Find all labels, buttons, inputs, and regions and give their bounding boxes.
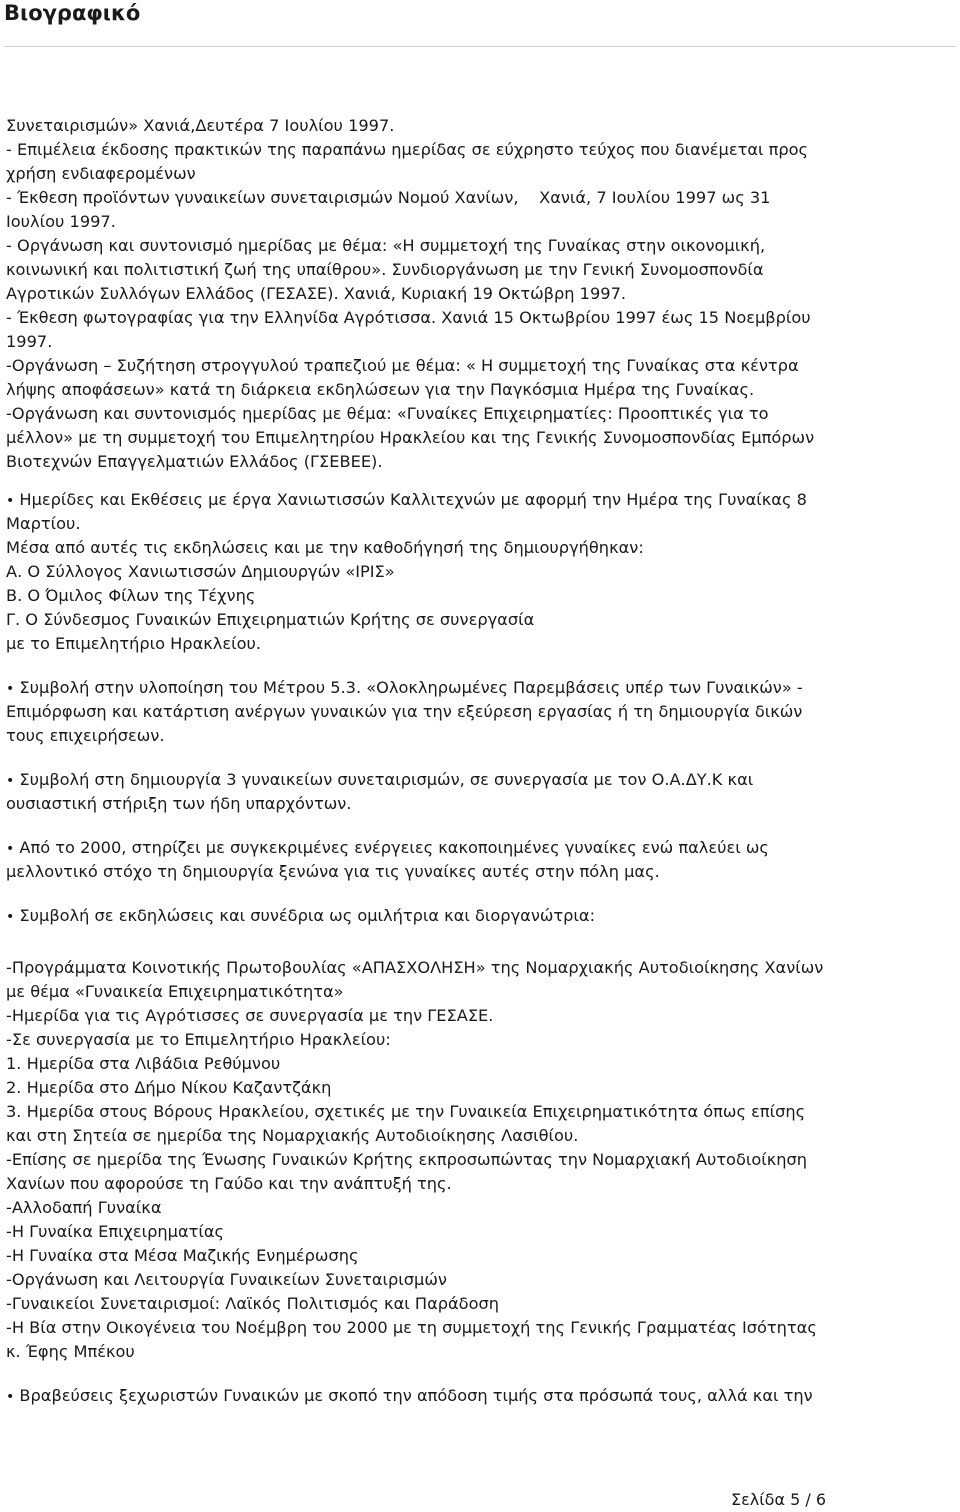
line-text: -Η Γυναίκα Επιχειρηματίας bbox=[6, 1222, 225, 1241]
line-text: -Αλλοδαπή Γυναίκα bbox=[6, 1198, 162, 1217]
line-text: και στη Σητεία σε ημερίδα της Νομαρχιακής Αυτοδιοίκησης Λασιθίου. bbox=[6, 1126, 579, 1145]
line-text: -Οργάνωση – Συζήτηση στρογγυλού τραπεζιού με θέμα: « Η συμμετοχή της Γυναίκας στα κέντρα bbox=[6, 356, 799, 375]
text-line bbox=[6, 1198, 162, 1218]
line-text: -Σε συνεργασία με το Επιμελητήριο Ηρακλείου: bbox=[6, 1030, 391, 1049]
text-line bbox=[6, 634, 261, 654]
line-text: Συμβολή στη δημιουργία 3 γυναικείων συνεταιρισμών, σε συνεργασία με τον Ο.Α.ΔΥ.Κ και bbox=[19, 770, 754, 789]
text-line bbox=[6, 308, 811, 328]
text-line bbox=[6, 610, 534, 630]
line-text: -Ημερίδα για τις Αγρότισσες σε συνεργασία με την ΓΕΣΑΣΕ. bbox=[6, 1006, 494, 1025]
text-line bbox=[6, 538, 644, 558]
line-text: Β. Ο Όμιλος Φίλων της Τέχνης bbox=[6, 586, 256, 605]
line-text: -Προγράμματα Κοινοτικής Πρωτοβουλίας «ΑΠΑΣΧΟΛΗΣΗ» της Νομαρχιακής Αυτοδιοίκησης Χανίων bbox=[6, 958, 824, 977]
text-line bbox=[6, 1222, 224, 1242]
bullet-list-item bbox=[6, 1386, 813, 1407]
bullet-list-item bbox=[6, 678, 803, 699]
text-line bbox=[6, 1030, 391, 1050]
text-line bbox=[6, 1270, 447, 1290]
line-text: -Η Βία στην Οικογένεια του Νοέμβρη του 2000 με τη συμμετοχή της Γενικής Γραμματέας Ισότητας bbox=[6, 1318, 817, 1337]
line-text: Ημερίδες και Εκθέσεις με έργα Χανιωτισσών Καλλιτεχνών με αφορμή την Ημέρα της Γυναίκας 8 bbox=[19, 490, 807, 509]
line-text: μέλλον» με τη συμμετοχή του Επιμελητηρίου Ηρακλείου και της Γενικής Συνομοσπονδίας Εμπόρων bbox=[6, 428, 815, 447]
text-line bbox=[6, 116, 394, 136]
line-text: Γ. Ο Σύνδεσμος Γυναικών Επιχειρηματιών Κρήτης σε συνεργασία bbox=[6, 610, 535, 629]
line-text: -Επίσης σε ημερίδα της Ένωσης Γυναικών Κρήτης εκπροσωπώντας την Νομαρχιακή Αυτοδιοίκηση bbox=[6, 1150, 808, 1169]
text-line bbox=[6, 236, 765, 256]
line-text: Χανίων που αφορούσε τη Γαύδο και την ανάπτυξή της. bbox=[6, 1174, 452, 1193]
line-text: -Οργάνωση και Λειτουργία Γυναικείων Συνεταιρισμών bbox=[6, 1270, 447, 1289]
text-line bbox=[6, 1246, 359, 1266]
line-text: - Έκθεση φωτογραφίας για την Ελληνίδα Αγρότισσα. Χανιά 15 Οκτωβρίου 1997 έως 15 Νοεμβρίου bbox=[6, 308, 811, 327]
line-text: με θέμα «Γυναικεία Επιχειρηματικότητα» bbox=[6, 982, 344, 1001]
text-line bbox=[6, 1078, 331, 1098]
text-line bbox=[6, 958, 823, 978]
line-text: λήψης αποφάσεων» κατά τη διάρκεια εκδηλώσεων για την Παγκόσμια Ημέρα της Γυναίκας. bbox=[6, 380, 755, 399]
line-text: χρήση ενδιαφερομένων bbox=[6, 164, 196, 183]
line-text: κοινωνική και πολιτιστική ζωή της υπαίθρου». Συνδιοργάνωση με την Γενική Συνομοσπονδία bbox=[6, 260, 764, 279]
bullet-list-item bbox=[6, 906, 595, 927]
text-line bbox=[6, 356, 799, 376]
line-text: 1. Ημερίδα στα Λιβάδια Ρεθύμνου bbox=[6, 1054, 281, 1073]
text-line bbox=[6, 188, 770, 208]
text-line bbox=[6, 1342, 135, 1362]
title-divider bbox=[4, 46, 956, 47]
text-line bbox=[6, 702, 802, 722]
page-title: Βιογραφικό bbox=[4, 1, 141, 25]
text-line bbox=[6, 260, 764, 280]
line-text: - Οργάνωση και συντονισμό ημερίδας με θέμα: «Η συμμετοχή της Γυναίκας στην οικονομική, bbox=[6, 236, 766, 255]
line-text: 2. Ημερίδα στο Δήμο Νίκου Καζαντζάκη bbox=[6, 1078, 332, 1097]
line-text: Αγροτικών Συλλόγων Ελλάδος (ΓΕΣΑΣΕ). Χανιά, Κυριακή 19 Οκτώβρη 1997. bbox=[6, 284, 627, 303]
bullet-list-item bbox=[6, 770, 753, 791]
line-text: 3. Ημερίδα στους Βόρους Ηρακλείου, σχετικές με την Γυναικεία Επιχειρηματικότητα όπως επίσης bbox=[6, 1102, 806, 1121]
text-line bbox=[6, 1174, 452, 1194]
line-text: με το Επιμελητήριο Ηρακλείου. bbox=[6, 634, 262, 653]
bullet-icon: • bbox=[6, 681, 15, 697]
text-line bbox=[6, 428, 814, 448]
bullet-icon: • bbox=[6, 493, 15, 509]
line-text: Βραβεύσεις ξεχωριστών Γυναικών με σκοπό την απόδοση τιμής στα πρόσωπά τους, αλλά και την bbox=[19, 1386, 813, 1405]
text-line bbox=[6, 514, 81, 534]
bullet-icon: • bbox=[6, 1389, 15, 1405]
text-line bbox=[6, 284, 626, 304]
line-text: -Γυναικείοι Συνεταιρισμοί: Λαϊκός Πολιτισμός και Παράδοση bbox=[6, 1294, 500, 1313]
line-text: Συμβολή σε εκδηλώσεις και συνέδρια ως ομιλήτρια και διοργανώτρια: bbox=[19, 906, 596, 925]
line-text: Συμβολή στην υλοποίηση του Μέτρου 5.3. «Ολοκληρωμένες Παρεμβάσεις υπέρ των Γυναικών» - bbox=[19, 678, 803, 697]
text-line bbox=[6, 1318, 817, 1338]
line-text: μελλοντικό στόχο τη δημιουργία ξενώνα για τις γυναίκες αυτές στην πόλη μας. bbox=[6, 862, 660, 881]
line-text: κ. Έφης Μπέκου bbox=[6, 1342, 135, 1361]
line-text: -Η Γυναίκα στα Μέσα Μαζικής Ενημέρωσης bbox=[6, 1246, 359, 1265]
line-text: Βιοτεχνών Επαγγελματιών Ελλάδος (ΓΣΕΒΕΕ). bbox=[6, 452, 383, 471]
text-line bbox=[6, 1006, 493, 1026]
line-text: Επιμόρφωση και κατάρτιση ανέργων γυναικών για την εξεύρεση εργασίας ή τη δημιουργία δικών bbox=[6, 702, 803, 721]
text-line bbox=[6, 1150, 807, 1170]
text-line bbox=[6, 1054, 280, 1074]
page-number: Σελίδα 5 / 6 bbox=[731, 1490, 826, 1509]
text-line bbox=[6, 140, 808, 160]
line-text: τους επιχειρήσεων. bbox=[6, 726, 165, 745]
text-line bbox=[6, 1102, 805, 1122]
line-text: Α. Ο Σύλλογος Χανιωτισσών Δημιουργών «ΙΡΙΣ» bbox=[6, 562, 395, 581]
text-line bbox=[6, 380, 754, 400]
text-line bbox=[6, 404, 769, 424]
text-line bbox=[6, 164, 196, 184]
line-text: Ιουλίου 1997. bbox=[6, 212, 116, 231]
text-line bbox=[6, 726, 165, 746]
bullet-list-item bbox=[6, 490, 807, 511]
text-line bbox=[6, 586, 255, 606]
line-text: Συνεταιρισμών» Χανιά,Δευτέρα 7 Ιουλίου 1997. bbox=[6, 116, 395, 135]
text-line bbox=[6, 1126, 578, 1146]
line-text: - Επιμέλεια έκδοσης πρακτικών της παραπάνω ημερίδας σε εύχρηστο τεύχος που διανέμεται προς bbox=[6, 140, 809, 159]
bullet-list-item bbox=[6, 838, 769, 859]
text-line bbox=[6, 452, 383, 472]
text-line bbox=[6, 332, 52, 352]
bullet-icon: • bbox=[6, 841, 15, 857]
line-text: Μέσα από αυτές τις εκδηλώσεις και με την καθοδήγησή της δημιουργήθηκαν: bbox=[6, 538, 644, 557]
text-line bbox=[6, 794, 351, 814]
line-text: Από το 2000, στηρίζει με συγκεκριμένες ενέργειες κακοποιημένες γυναίκες ενώ παλεύει ως bbox=[19, 838, 769, 857]
bullet-icon: • bbox=[6, 909, 15, 925]
line-text: ουσιαστική στήριξη των ήδη υπαρχόντων. bbox=[6, 794, 352, 813]
bullet-icon: • bbox=[6, 773, 15, 789]
line-text: Μαρτίου. bbox=[6, 514, 81, 533]
text-line bbox=[6, 862, 660, 882]
text-line bbox=[6, 1294, 499, 1314]
line-text: -Οργάνωση και συντονισμός ημερίδας με θέμα: «Γυναίκες Επιχειρηματίες: Προοπτικές για το bbox=[6, 404, 769, 423]
text-line bbox=[6, 982, 344, 1002]
text-line bbox=[6, 562, 395, 582]
line-text: - Έκθεση προϊόντων γυναικείων συνεταιρισμών Νομού Χανίων, Χανιά, 7 Ιουλίου 1997 ως 31 bbox=[6, 188, 771, 207]
line-text: 1997. bbox=[6, 332, 53, 351]
text-line bbox=[6, 212, 116, 232]
